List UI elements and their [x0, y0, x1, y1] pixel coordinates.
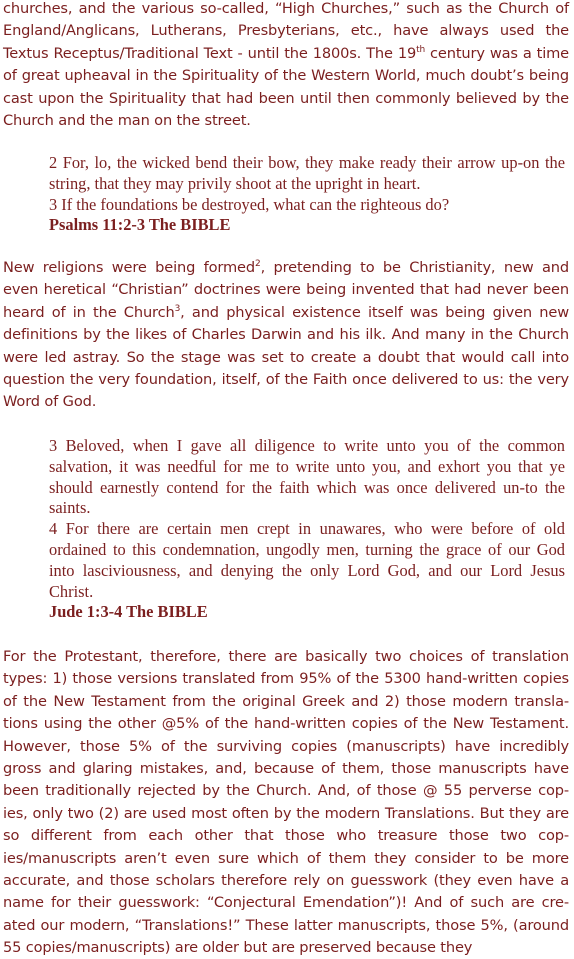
verse-3: 3 Beloved, when I gave all diligence to write unto you of the common salvation, it was needful for me to write unto you, and exhort you that ye should earnestly contend for the faith which was once delivered un-to the saints.	[49, 436, 565, 518]
scripture-quote-psalms	[49, 153, 565, 236]
verse-4: 4 For there are certain men crept in unawares, who were before of old ordained to this condemnation, ungodly men, turning the grace of our God into lasciviousness, and denying the only Lord God, and our Lord Jesus Christ.	[49, 519, 565, 601]
paragraph-new-religions	[3, 257, 569, 414]
verse-3: 3 If the foundations be destroyed, what can the righteous do?	[49, 194, 450, 214]
paragraph-text: For the Protestant, therefore, there are basically two choices of translation types: 1) those versions translated from 95% of the 5300 hand-written copies of the New Testament from the original Greek and 2) those modern transla-tions using the other @5% of the hand-written copies of the New Testament. However, those 5% of the surviving copies (manuscripts) have incredibly gross and glaring mistakes, and, because of them, those manuscripts have been traditionally rejected by the Church. And, of those @ 55 perverse cop-ies, only two (2) are used most often by the modern Translations. But they are so different from each other that those who treasure those two cop-ies/manuscripts aren’t even sure which of them they consider to be more accurate, and those scholars therefore rely on guesswork (they even have a name for their guesswork: “Conjectural Emendation”)! And of such are cre-ated our modern, “Translations!” These latter manuscripts, those 5%, (around 55 copies/manuscripts) are older but are preserved because they	[3, 648, 569, 957]
scripture-reference: Jude 1:3-4 The BIBLE	[49, 602, 208, 622]
paragraph-translation-choices	[3, 646, 569, 959]
paragraph-text-end: , and physical existence itself was being given new definitions by the likes of Charles Darwin and his ilk. And many in the Church were led astray. So the stage was set to create a doubt that would call into question the very foundation, itself, of the Faith once delivered to us: the very Word of God.	[3, 303, 569, 411]
verse-2: 2 For, lo, the wicked bend their bow, they make ready their arrow up-on the string, that they may privily shoot at the upright in heart.	[49, 153, 565, 193]
scripture-reference: Psalms 11:2-3 The BIBLE	[49, 215, 231, 235]
paragraph-high-churches	[3, 0, 569, 132]
paragraph-text: New religions were being formed	[3, 259, 255, 276]
paragraph-text-continued: , pretending to be Christianity, new and even heretical “Christian” doctrines were being invented that had never been heard of in the Church	[3, 259, 569, 321]
scripture-quote-jude	[49, 436, 565, 623]
paragraph-text: churches, and the various so-called, “High Churches,” such as the Church of England/Anglicans, Lutherans, Presbyterians, etc., have always used the Textus Receptus/Traditional Text - until the 1800s. The 19	[3, 0, 569, 62]
footnote-marker-3: 3	[174, 303, 181, 314]
footnote-marker-2: 2	[255, 259, 261, 269]
paragraph-text-continued: century was a time of great upheaval in the Spirituality of the Western World, much doubt’s being cast upon the Spirituality that had been until then commonly believed by the Church and the man on the street.	[3, 44, 569, 130]
superscript-ordinal: th	[416, 44, 426, 55]
